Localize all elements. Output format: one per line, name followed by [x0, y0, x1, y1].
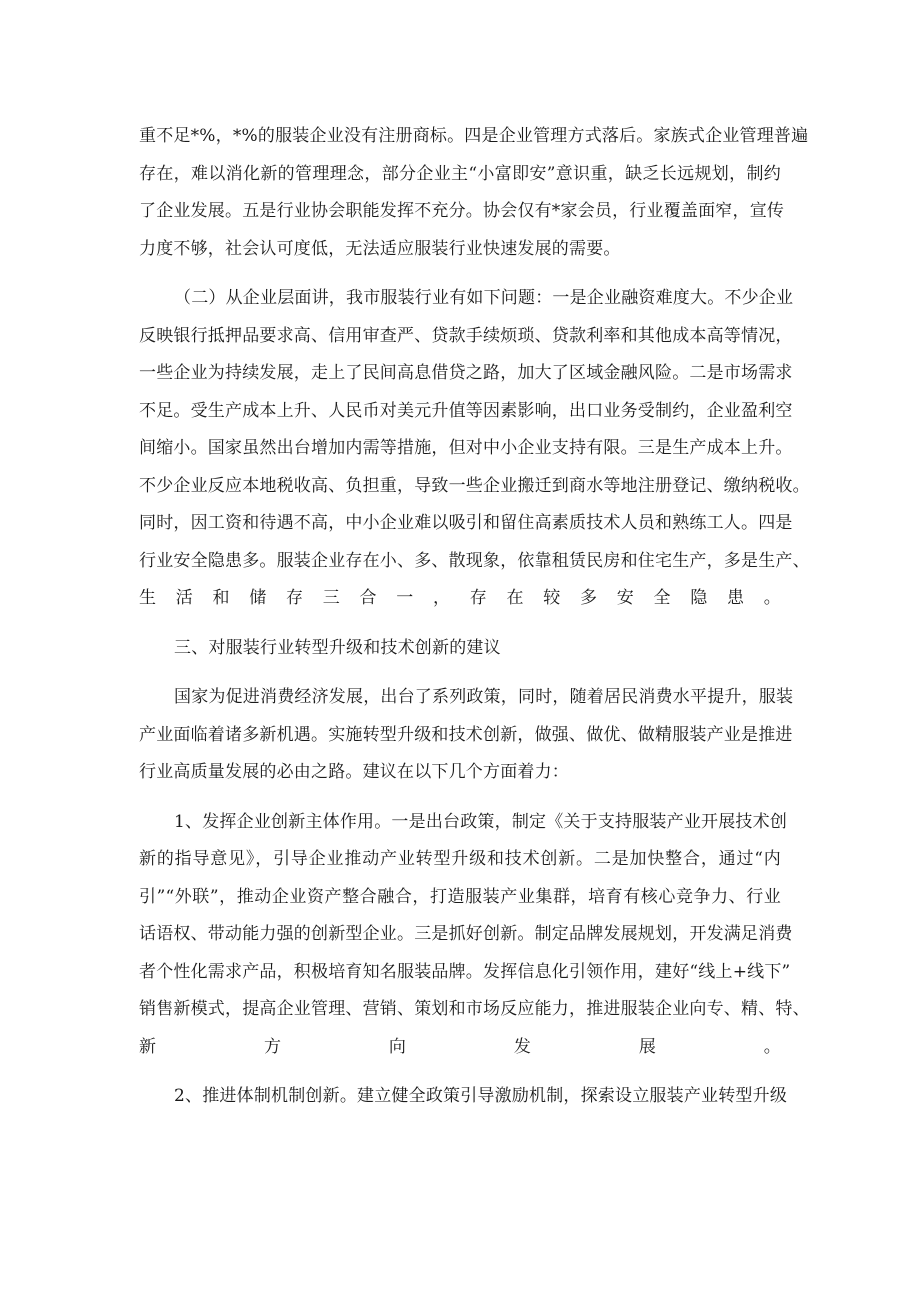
text-line: 话语权、带动能力强的创新型企业。三是抓好创新。制定品牌发展规划，开发满足消费 [139, 924, 793, 944]
text-line: 不足。受生产成本上升、人民币对美元升值等因素影响，出口业务受制约，企业盈利空 [139, 400, 793, 421]
text-line: 力度不够，社会认可度低，无法适应服装行业快速发展的需要。 [139, 238, 621, 259]
paragraph-4 [139, 804, 810, 1067]
text-line: 产业面临着诸多新机遇。实施转型升级和技术创新，做强、做优、做精服装产业是推进 [139, 724, 793, 745]
text-line: 存在，难以消化新的管理理念，部分企业主“小富即安”意识重，缺乏长远规划，制约 [139, 163, 781, 184]
text-line: 间缩小。国家虽然出台增加内需等措施，但对中小企业支持有限。三是生产成本上升。 [139, 438, 793, 458]
text-line: 引”“外联”，推动企业资产整合融合，打造服装产业集群，培育有核心竞争力、行业 [139, 886, 781, 907]
text-line: 者个性化需求产品，积极培育知名服装品牌。发挥信息化引领作用，建好“线上+线下” [139, 961, 791, 982]
text-line: 反映银行抵押品要求高、信用审查严、贷款手续烦琐、贷款利率和其他成本高等情况， [139, 325, 793, 346]
text-line: 新方向发展。 [139, 1036, 781, 1057]
section-heading [139, 630, 781, 668]
text-line: 销售新模式，提高企业管理、营销、策划和市场反应能力，推进服装企业向专、精、特、 [139, 999, 810, 1019]
text-line: 1、发挥企业创新主体作用。一是出台政策，制定《关于支持服装产业开展技术创 [174, 811, 788, 832]
text-line: 行业高质量发展的必由之路。建议在以下几个方面着力： [139, 762, 569, 782]
text-line: 不少企业反应本地税收高、负担重，导致一些企业搬迁到商水等地注册登记、缴纳税收。 [139, 475, 810, 496]
text-line: 2、推进体制机制创新。建立健全政策引导激励机制，探索设立服装产业转型升级 [174, 1086, 788, 1106]
text-line: 生活和储存三合一，存在较多安全隐患。 [139, 588, 781, 608]
text-line: 了企业发展。五是行业协会职能发挥不充分。协会仅有*家会员，行业覆盖面窄，宣传 [139, 201, 785, 221]
text-line: 重不足*%，*%的服装企业没有注册商标。四是企业管理方式落后。家族式企业管理普遍 [139, 126, 809, 146]
text-line: 同时，因工资和待遇不高，中小企业难以吸引和留住高素质技术人员和熟练工人。四是 [139, 513, 793, 533]
document-body [139, 118, 810, 1128]
text-line: 行业安全隐患多。服装企业存在小、多、散现象，依靠租赁民房和住宅生产，多是生产、 [139, 550, 810, 571]
text-line: （二）从企业层面讲，我市服装行业有如下问题：一是企业融资难度大。不少企业 [174, 288, 794, 308]
text-line: 一些企业为持续发展，走上了民间高息借贷之路，加大了区域金融风险。二是市场需求 [139, 363, 793, 383]
paragraph-1 [139, 118, 809, 268]
text-line: 新的指导意见》，引导企业推动产业转型升级和技术创新。二是加快整合，通过“内 [139, 849, 781, 869]
paragraph-2 [139, 280, 810, 618]
section-heading-text: 三、对服装行业转型升级和技术创新的建议 [174, 637, 501, 658]
text-line: 国家为促进消费经济发展，出台了系列政策，同时，随着居民消费水平提升，服装 [174, 687, 794, 707]
paragraph-5 [139, 1078, 788, 1116]
paragraph-3 [139, 679, 794, 792]
